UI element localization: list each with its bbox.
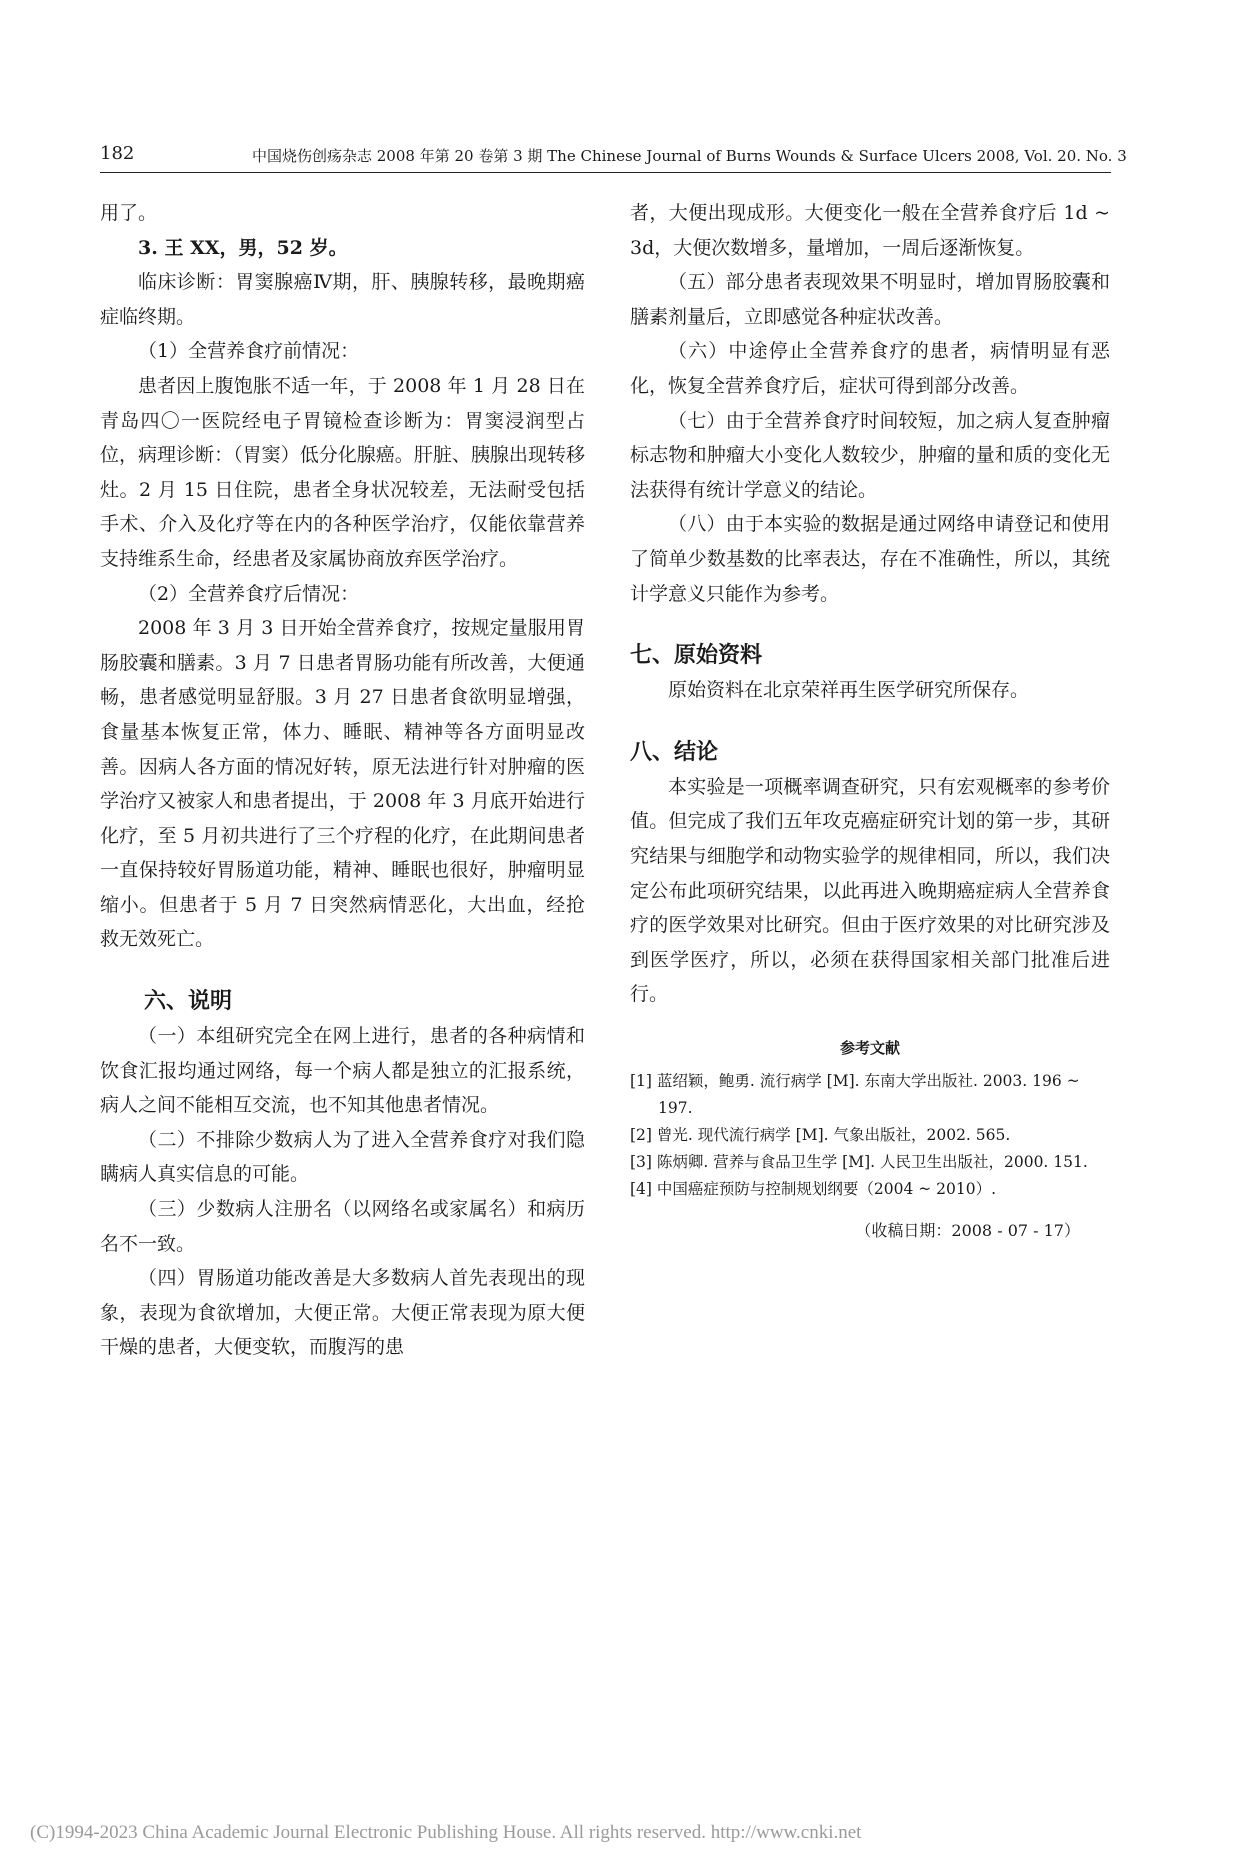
reference-item: [2] 曾光. 现代流行病学 [M]. 气象出版社，2002. 565. (630, 1125, 1011, 1144)
spacer (630, 1203, 1110, 1217)
references-title: 参考文献 (839, 1038, 900, 1057)
section-heading: 七、原始资料 (630, 643, 763, 669)
spacer (630, 708, 1110, 736)
paragraph: 者，大便出现成形。大便变化一般在全营养食疗后 1d ~ 3d，大便次数增多，量增加，一周后逐渐恢复。 (630, 202, 1110, 259)
paragraph: （七）由于全营养食疗时间较短，加之病人复查肿瘤标志物和肿瘤大小变化人数较少，肿瘤的量和质的变化无法获得有统计学意义的结论。 (630, 409, 1110, 501)
paragraph: 本实验是一项概率调查研究，只有宏观概率的参考价值。但完成了我们五年攻克癌症研究计划的第一步，其研究结果与细胞学和动物实验学的规律相同，所以，我们决定公布此项研究结果，以此再进入晚期癌症病人全营养食疗的医学效果对比研究。但由于医疗效果的对比研究涉及到医学医疗，所以，必须在获得国家相关部门批准后进行。 (630, 775, 1110, 1006)
paragraph: 临床诊断：胃窦腺癌Ⅳ期，肝、胰腺转移，最晚期癌症临终期。 (100, 271, 585, 328)
paragraph: （六）中途停止全营养食疗的患者，病情明显有恶化，恢复全营养食疗后，症状可得到部分改善。 (630, 340, 1110, 397)
paragraph: （1）全营养食疗前情况： (138, 340, 360, 363)
spacer (630, 611, 1110, 639)
page-header (100, 143, 1127, 171)
reference-item: [3] 陈炳卿. 营养与食品卫生学 [M]. 人民卫生出版社，2000. 151. (630, 1152, 1088, 1171)
paragraph: 2008 年 3 月 3 日开始全营养食疗，按规定量服用胃肠胶囊和膳素。3 月 7 日患者胃肠功能有所改善，大便通畅，患者感觉明显舒服。3 月 27 日患者食欲明显增强，食量基本恢复正常，体力、睡眠、精神等各方面明显改善。因病人各方面的情况好转，原无法进行针对肿瘤的医学治疗又被家人和患者提出，于 2008 年 3 月底开始进行化疗，至 5 月初共进行了三个疗程的化疗，在此期间患者一直保持较好胃肠道功能，精神、睡眠也很好，肿瘤明显缩小。但患者于 5 月 7 日突然病情恶化，大出血，经抢救无效死亡。 (100, 617, 585, 951)
paragraph: （四）胃肠道功能改善是大多数病人首先表现出的现象，表现为食欲增加，大便正常。大便正常表现为原大便干燥的患者，大便变软，而腹泻的患 (100, 1267, 585, 1359)
paragraph: 原始资料在北京荣祥再生医学研究所保存。 (668, 679, 1030, 702)
paragraph: （五）部分患者表现效果不明显时，增加胃肠胶囊和膳素剂量后，立即感觉各种症状改善。 (630, 271, 1110, 328)
paragraph: （三）少数病人注册名（以网络名或家属名）和病历名不一致。 (100, 1198, 585, 1255)
reference-item: [4] 中国癌症预防与控制规划纲要（2004 ~ 2010）. (630, 1179, 997, 1198)
section-heading: 八、结论 (630, 739, 719, 765)
reference-item: [1] 蓝绍颖，鲍勇. 流行病学 [M]. 东南大学出版社. 2003. 196 ~ 197. (630, 1071, 1080, 1117)
left-column (100, 196, 585, 1365)
spacer (630, 1012, 1110, 1034)
right-column (630, 196, 1110, 1245)
paragraph: （一）本组研究完全在网上进行，患者的各种病情和饮食汇报均通过网络，每一个病人都是独立的汇报系统，病人之间不能相互交流，也不知其他患者情况。 (100, 1025, 585, 1117)
paragraph: 患者因上腹饱胀不适一年，于 2008 年 1 月 28 日在青岛四〇一医院经电子胃镜检查诊断为：胃窦浸润型占位，病理诊断：（胃窦）低分化腺癌。肝脏、胰腺出现转移灶。2 月 15 日住院，患者全身状况较差，无法耐受包括手术、介入及化疗等在内的各种医学治疗，仅能依靠营养支持维系生命，经患者及家属协商放弃医学治疗。 (100, 374, 585, 570)
copyright-footer: (C)1994-2023 China Academic Journal Electronic Publishing House. All rights reserved. http://www.cnki.net (30, 1822, 862, 1843)
paragraph: （二）不排除少数病人为了进入全营养食疗对我们隐瞒病人真实信息的可能。 (100, 1128, 585, 1186)
header-rule (100, 172, 1111, 173)
paragraph: （八）由于本实验的数据是通过网络申请登记和使用了简单少数基数的比率表达，存在不准确性，所以，其统计学意义只能作为参考。 (630, 513, 1110, 605)
section-heading: 六、说明 (144, 989, 233, 1015)
paragraph: 用了。 (100, 202, 158, 224)
running-head: 中国烧伤创疡杂志 2008 年第 20 卷第 3 期 The Chinese Journal of Burns Wounds & Surface Ulcers 2008, Vol. 20. No. 3 (252, 147, 1127, 165)
case-heading: 3. 王 XX，男，52 岁。 (138, 236, 348, 259)
page-number: 182 (100, 143, 135, 164)
spacer (100, 957, 585, 985)
paragraph: （2）全营养食疗后情况： (138, 582, 360, 605)
received-date: （收稿日期：2008 - 07 - 17） (855, 1220, 1080, 1240)
